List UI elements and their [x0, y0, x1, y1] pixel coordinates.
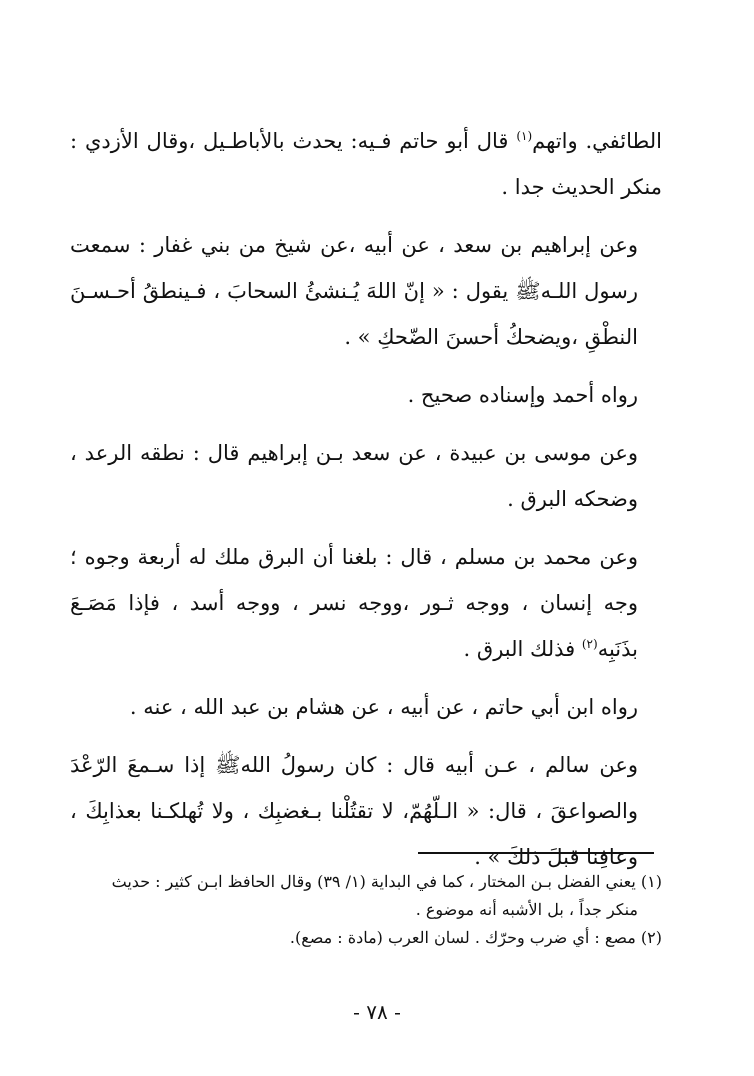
paragraph-1-text-a: الطائفي. واتهم — [532, 129, 663, 153]
paragraph-7: وعن سالم ، عـن أبيه قال : كان رسولُ اللهﷺ إذا سـمعَ الرّعْدَ والصواعقَ ، قال: « الـلّهُمّ، لا تقتُلْنا بـغضبِك ، ولا تُهلكـنا بعذابِكَ ، وعافِنا قبلَ ذلكَ » . — [70, 753, 638, 869]
paragraph-2: وعن إبراهيم بن سعد ، عن أبيه ،عن شيخ من بني غفار : سمعت رسول اللـهﷺ يقول : « إنّ اللهَ يُـنشئُ السحابَ ، فـينطقُ أحـسـنَ النطْقِ ،ويضحكُ أحسنَ الضّحكِ » . — [70, 233, 638, 349]
main-text — [70, 118, 662, 886]
paragraph-5-text-a: وعن محمد بن مسلم ، قال : بلغنا أن البرق ملك له أربعة وجوه ؛ وجه إنسان ، ووجه ثـور ،ووجه نسر ، ووجه أسد ، فإذا مَصَـعَ بذَنَبِه — [70, 545, 638, 661]
paragraph-1-text-b: قال أبو حاتم فـيه: يحدث بالأباطـيل ،وقال الأزدي : منكر الحديث جدا . — [70, 129, 662, 199]
footnotes — [70, 868, 662, 952]
paragraph-4: وعن موسى بن عبيدة ، عن سعد بـن إبراهيم قال : نطقه الرعد ، وضحكه البرق . — [70, 441, 638, 511]
footnote-1-continuation: منكر جداً ، بل الأشبه أنه موضوع . — [415, 900, 638, 919]
footnote-1: (١) يعني الفضل بـن المختار ، كما في البداية (١/ ٣٩) وقال الحافظ ابـن كثير : حديث — [111, 872, 662, 891]
page-number: - ٧٨ - — [353, 1000, 401, 1024]
paragraph-6: رواه ابن أبي حاتم ، عن أبيه ، عن هشام بن عبد الله ، عنه . — [129, 695, 638, 719]
paragraph-1 — [70, 118, 662, 210]
paragraph-5 — [70, 534, 662, 672]
footnote-marker-1: (١) — [516, 129, 533, 143]
paragraph-3: رواه أحمد وإسناده صحيح . — [407, 383, 638, 407]
footnote-divider — [418, 852, 654, 854]
footnote-marker-2: (٢) — [581, 637, 598, 651]
paragraph-5-text-b: فذلك البرق . — [463, 637, 582, 661]
footnote-2: (٢) مصع : أي ضرب وحرّك . لسان العرب (مادة : مصع). — [289, 928, 662, 947]
